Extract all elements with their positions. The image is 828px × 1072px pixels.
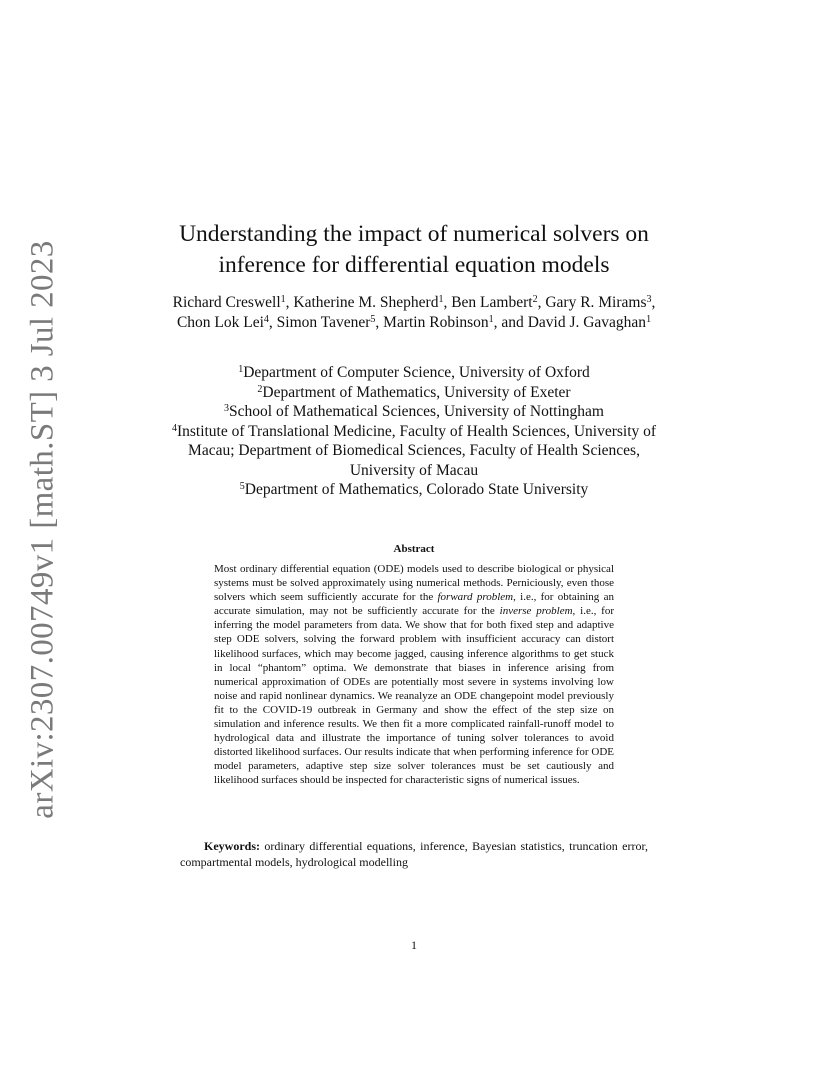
author: Katherine M. Shepherd$^1$ <box>293 294 444 311</box>
author: Chon Lok Lei$^4$ <box>176 314 269 331</box>
arxiv-identifier-stamp <box>18 239 68 819</box>
affiliation: $^2$Department of Mathematics, University of Exeter <box>257 383 571 401</box>
author: Simon Tavener$^5$ <box>276 314 376 331</box>
author: David J. Gavaghan$^1$ <box>527 314 652 331</box>
affiliation: $^4$Institute of Translational Medicine, Faculty of Health Sciences, University of Macau; Department of Biomedical Sciences, Faculty of Health Sciences, University of Macau <box>171 422 657 479</box>
paper-title: Understanding the impact of numerical solvers on inference for differential equation models <box>179 221 649 278</box>
author-list: Richard Creswell$^1$, Katherine M. Shepherd$^1$, Ben Lambert$^2$, Gary R. Mirams$^3$, Chon Lok Lei$^4$, Simon Tavener$^5$, Martin Robinson$^1$, and David J. Gavaghan$^1$ <box>172 294 656 331</box>
abstract-text: Most ordinary differential equation (ODE) models used to describe biological or physical systems must be solved approximately using numerical methods. Perniciously, even those solvers which seem sufficiently accurate for the forward problem, i.e., for obtaining an accurate simulation, may not be sufficiently accurate for the inverse problem, i.e., for inferring the model parameters from data. We show that for both fixed step and adaptive step ODE solvers, solving the forward problem with insufficient accuracy can distort likelihood surfaces, which may become jagged, causing inference algorithms to get stuck in local “phantom” optima. We demonstrate that biases in inference arising from numerical approximation of ODEs are potentially most severe in systems involving low noise and rapid nonlinear dynamics. We reanalyze an ODE changepoint model previously fit to the COVID-19 outbreak in Germany and show the effect of the step size on simulation and inference results. We then fit a more complicated rainfall-runoff model to hydrological data and illustrate the importance of tuning solver tolerances to avoid distorted likelihood surfaces. Our results indicate that when performing inference for ODE model parameters, adaptive step size solver tolerances must be set cautiously and likelihood surfaces should be inspected for characteristic signs of numerical issues. <box>214 563 614 787</box>
keywords-label: Keywords: <box>204 839 260 853</box>
author: Richard Creswell$^1$ <box>172 294 286 311</box>
arxiv-identifier-text: arXiv:2307.00749v1 [math.ST] 3 Jul 2023 <box>24 239 61 819</box>
abstract-heading: Abstract <box>393 543 435 555</box>
author: Martin Robinson$^1$ <box>383 314 494 331</box>
affiliation: $^1$Department of Computer Science, University of Oxford <box>238 364 590 381</box>
affiliation: $^5$Department of Mathematics, Colorado State University <box>239 481 589 498</box>
affiliation: $^3$School of Mathematical Sciences, University of Nottingham <box>224 403 604 420</box>
keywords-text: ordinary differential equations, inference, Bayesian statistics, truncation error, compartmental models, hydrological modelling <box>180 839 648 869</box>
affiliation-list <box>170 363 658 500</box>
page-number: 1 <box>411 938 417 952</box>
keywords <box>180 838 648 870</box>
author: Ben Lambert$^2$ <box>451 294 538 311</box>
author-affil-marker: 3 <box>646 294 652 305</box>
